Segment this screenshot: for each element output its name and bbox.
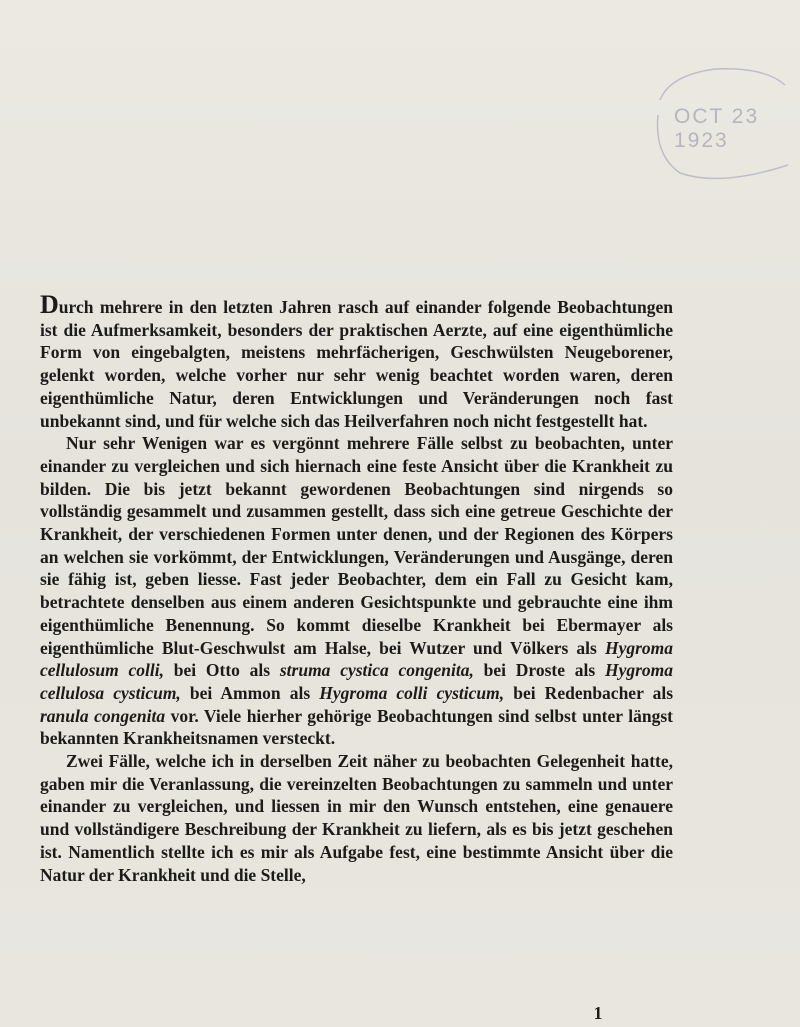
latin-term-5: ranula congenita <box>40 705 166 726</box>
p2-text-e: bei Redenbacher als <box>513 682 674 703</box>
latin-term-4: Hygroma colli cysticum, <box>319 682 505 703</box>
p2-text-a: Nur sehr Wenigen war es vergönnt mehrere Fälle selbst zu beobachten, unter einander zu vergleichen und sich hiernach eine feste Ansicht über die Krankheit zu bilden. Die bis jetzt bekannt gewordenen Beobachtungen sind nirgends so vollständig gesammelt und zusammen gestellt, dass sich eine getreue Geschichte der Krankheit, der verschiedenen Formen unter denen, und der Regionen des Körpers an welchen sie vorkömmt, der Entwicklungen, Veränderungen und Ausgänge, deren sie fähig ist, geben liesse. Fast jeder Beobachter, dem ein Fall zu Gesicht kam, betrachtete denselben aus einem anderen Gesichtspunkte und gebrauchte eine ihm eigenthümliche Benennung. So kommt dieselbe Krankheit bei Ebermayer als eigenthümliche Blut-Geschwulst am Halse, bei Wutzer und Völkers als <box>40 433 673 658</box>
page-number: 1 <box>593 1003 603 1023</box>
paragraph-3: Zwei Fälle, welche ich in derselben Zeit näher zu beobachten Gelegenheit hatte, gaben mir die Veranlassung, die vereinzelten Beobachtungen zu sammeln und unter einander zu vergleichen, und liessen in mir den Wunsch entstehen, eine genauere und vollständigere Beschreibung der Krankheit zu liefern, als es bis jetzt geschehen ist. Namentlich stellte ich es mir als Aufgabe fest, eine bestimmte Ansicht über die Natur der Krankheit und die Stelle, <box>40 751 673 885</box>
latin-term-3: Hygroma cellulosa cysticum, <box>40 660 674 703</box>
drop-cap: D <box>40 290 59 319</box>
latin-term-2: struma cystica congenita, <box>279 660 474 681</box>
paragraph-2 <box>40 432 673 750</box>
library-stamp <box>640 55 790 190</box>
stamp-date: OCT 23 1923 <box>674 105 760 152</box>
paragraph-1 <box>40 290 673 432</box>
paragraph-1-text: urch mehrere in den letzten Jahren rasch auf einander folgende Beobachtungen ist die Aufmerksamkeit, besonders der praktischen Aerzte, auf eine eigenthümliche Form von eingebalgten, meistens mehrfächerigen, Geschwülsten Neugeborener, gelenkt worden, welche vorher nur sehr wenig beachtet worden waren, deren eigenthümliche Natur, deren Entwicklungen und Veränderungen noch fast unbekannt sind, und für welche sich das Heilverfahren noch nicht festgestellt hat. <box>40 297 673 431</box>
p2-text-d: bei Ammon als <box>189 682 311 703</box>
body-text <box>40 290 674 886</box>
latin-term-1: Hygroma cellulosum colli, <box>40 637 674 681</box>
p2-text-c: bei Droste als <box>483 660 596 681</box>
p2-text-f: vor. Viele hierher gehörige Beobachtungen sind selbst unter längst bekannten Krankheitsnamen versteckt. <box>40 705 673 749</box>
p2-text-b: bei Otto als <box>173 660 271 681</box>
